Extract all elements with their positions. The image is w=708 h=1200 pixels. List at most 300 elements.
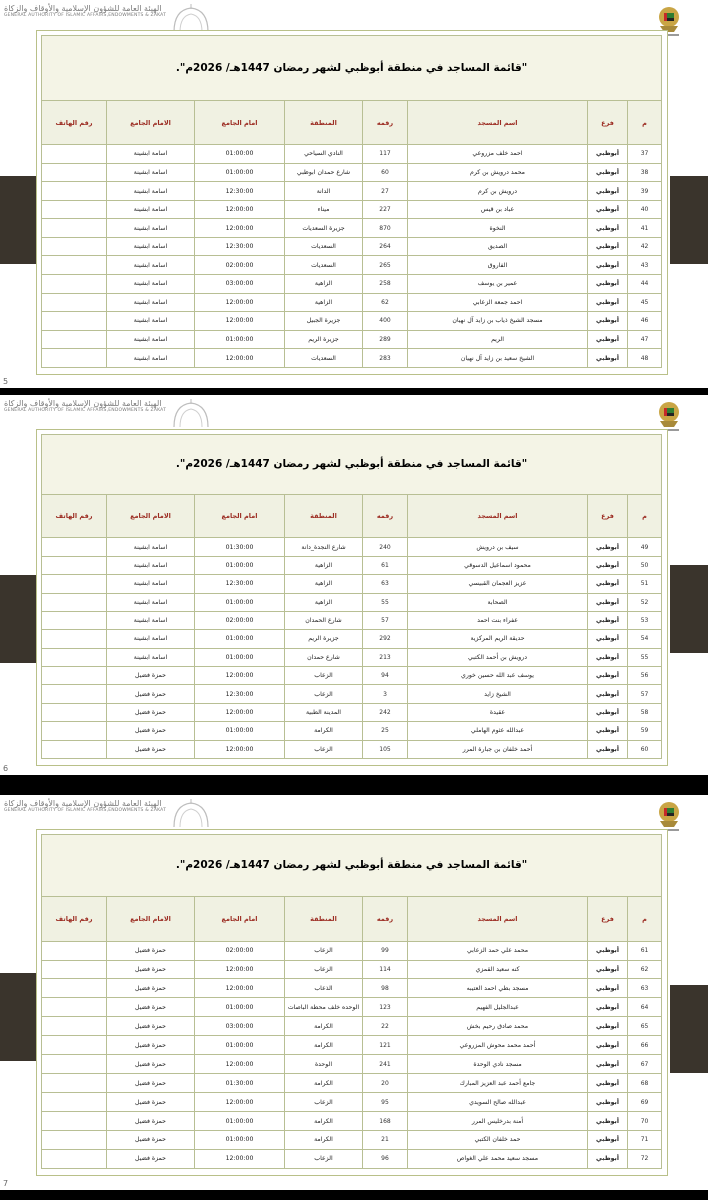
cell-mosque-name: عبدالجليل الفهيم (408, 998, 588, 1017)
table-row (42, 1074, 662, 1093)
cell-imam: اسامة ابشينة (107, 182, 195, 201)
cell-phone (42, 1074, 107, 1093)
cell-branch: أبوظبي (588, 330, 628, 349)
cell-phone (42, 1036, 107, 1055)
cell-mosque-name: عزيز العجمان القبيسي (408, 575, 588, 593)
cell-phone (42, 667, 107, 685)
table-frame (36, 30, 668, 375)
cell-imam: حمزة فضيل (107, 1149, 195, 1168)
cell-index: 48 (628, 349, 662, 368)
cell-mosque-name: أحمد محمد محوش المزروعي (408, 1036, 588, 1055)
cell-area: جزيرة السعديات (285, 219, 363, 238)
col-header-branch: فرع (588, 494, 628, 538)
cell-time: 02:00:00 (195, 256, 285, 275)
cell-time: 01:00:00 (195, 1130, 285, 1149)
cell-branch: أبوظبي (588, 538, 628, 556)
cell-number: 61 (363, 556, 408, 574)
cell-area: جزيرة الريم (285, 330, 363, 349)
cell-number: 121 (363, 1036, 408, 1055)
cell-time: 12:00:00 (195, 703, 285, 721)
cell-branch: أبوظبي (588, 349, 628, 368)
cell-branch: أبوظبي (588, 685, 628, 703)
cell-index: 43 (628, 256, 662, 275)
cell-area: الكرامة (285, 1112, 363, 1131)
cell-mosque-name: مسجد سعيد محمد علي الغواص (408, 1149, 588, 1168)
cell-phone (42, 593, 107, 611)
cell-imam: اسامة ابشينة (107, 648, 195, 666)
table-row (42, 648, 662, 666)
cell-imam: اسامة ابشينة (107, 219, 195, 238)
cell-index: 58 (628, 703, 662, 721)
cell-index: 61 (628, 941, 662, 960)
cell-time: 12:00:00 (195, 740, 285, 758)
cell-imam: حمزة فضيل (107, 1055, 195, 1074)
mosque-dome-logo (166, 799, 216, 829)
cell-branch: أبوظبي (588, 1017, 628, 1036)
table-title: "قائمة المساجد في منطقة أبوظبي لشهر رمضان 1447هـ/ 2026م". (42, 435, 662, 495)
col-header-index: م (628, 101, 662, 145)
cell-phone (42, 275, 107, 294)
cell-phone (42, 293, 107, 312)
table-row (42, 219, 662, 238)
cell-index: 66 (628, 1036, 662, 1055)
cell-area: الزعاب (285, 685, 363, 703)
document-page (0, 795, 708, 1190)
cell-number: 94 (363, 667, 408, 685)
cell-index: 67 (628, 1055, 662, 1074)
table-frame (36, 429, 668, 766)
col-header-time: امام الجامع (195, 101, 285, 145)
cell-imam: حمزة فضيل (107, 722, 195, 740)
cell-branch: أبوظبي (588, 145, 628, 164)
cell-imam: حمزة فضيل (107, 1017, 195, 1036)
cell-time: 02:00:00 (195, 941, 285, 960)
cell-time: 01:00:00 (195, 145, 285, 164)
cell-mosque-name: عفراء بنت احمد (408, 611, 588, 629)
cell-index: 46 (628, 312, 662, 331)
cell-area: الدانة (285, 182, 363, 201)
cell-branch: أبوظبي (588, 219, 628, 238)
cell-mosque-name: كنه سعيد القمزي (408, 960, 588, 979)
cell-time: 01:00:00 (195, 648, 285, 666)
cell-imam: حمزة فضيل (107, 1112, 195, 1131)
cell-area: الكرامة (285, 1074, 363, 1093)
cell-imam: اسامة ابشينة (107, 200, 195, 219)
cell-imam: حمزة فضيل (107, 998, 195, 1017)
cell-number: 105 (363, 740, 408, 758)
table-row (42, 349, 662, 368)
cell-index: 53 (628, 611, 662, 629)
cell-phone (42, 960, 107, 979)
cell-time: 01:00:00 (195, 1112, 285, 1131)
page-number: 5 (3, 377, 9, 386)
cell-imam: اسامة ابشينة (107, 593, 195, 611)
cell-mosque-name: احمد خلف مزروعي (408, 145, 588, 164)
cell-imam: اسامة ابشينة (107, 256, 195, 275)
cell-mosque-name: أمنة بدرخليس المرر (408, 1112, 588, 1131)
cell-area: الذعاب (285, 979, 363, 998)
table-row (42, 1112, 662, 1131)
table-row (42, 630, 662, 648)
cell-imam: حمزة فضيل (107, 685, 195, 703)
cell-phone (42, 1112, 107, 1131)
col-header-branch: فرع (588, 101, 628, 145)
cell-branch: أبوظبي (588, 630, 628, 648)
cell-number: 289 (363, 330, 408, 349)
cell-time: 01:00:00 (195, 1036, 285, 1055)
col-header-imam: الامام الجامع (107, 896, 195, 941)
cell-imam: اسامة ابشينة (107, 145, 195, 164)
cell-area: شارع الحمدان (285, 611, 363, 629)
cell-branch: أبوظبي (588, 740, 628, 758)
cell-mosque-name: الشيخ سعيد بن زايد آل نهيان (408, 349, 588, 368)
cell-mosque-name: محمد درويش بن كرم (408, 163, 588, 182)
cell-imam: اسامة ابشينة (107, 293, 195, 312)
col-header-mosque: اسم المسجد (408, 101, 588, 145)
cell-mosque-name: درويش بن أحمد الكتبي (408, 648, 588, 666)
cell-area: المدينة الطبية (285, 703, 363, 721)
cell-index: 72 (628, 1149, 662, 1168)
cell-imam: حمزة فضيل (107, 1093, 195, 1112)
cell-phone (42, 145, 107, 164)
cell-index: 69 (628, 1093, 662, 1112)
document-page (0, 0, 708, 388)
cell-imam: اسامة ابشينة (107, 330, 195, 349)
cell-imam: حمزة فضيل (107, 1036, 195, 1055)
cell-branch: أبوظبي (588, 575, 628, 593)
cell-area: الكرامة (285, 1017, 363, 1036)
cell-mosque-name: مسجد نادي الوحدة (408, 1055, 588, 1074)
cell-phone (42, 979, 107, 998)
cell-index: 64 (628, 998, 662, 1017)
cell-area: الزاهية (285, 593, 363, 611)
cell-time: 12:00:00 (195, 1093, 285, 1112)
cell-area: الزعاب (285, 740, 363, 758)
table-row (42, 667, 662, 685)
cell-imam: حمزة فضيل (107, 703, 195, 721)
cell-number: 55 (363, 593, 408, 611)
cell-phone (42, 1055, 107, 1074)
page-edge-tab (670, 565, 708, 653)
table-row (42, 293, 662, 312)
col-header-mosque: اسم المسجد (408, 494, 588, 538)
table-row (42, 256, 662, 275)
cell-imam: اسامة ابشينة (107, 630, 195, 648)
table-row (42, 163, 662, 182)
cell-number: 123 (363, 998, 408, 1017)
page-edge-tab (0, 973, 38, 1061)
cell-mosque-name: الفاروق (408, 256, 588, 275)
col-header-phone: رقم الهاتف (42, 101, 107, 145)
cell-number: 241 (363, 1055, 408, 1074)
cell-time: 12:00:00 (195, 312, 285, 331)
cell-branch: أبوظبي (588, 200, 628, 219)
cell-index: 42 (628, 237, 662, 256)
cell-number: 400 (363, 312, 408, 331)
cell-mosque-name: عبدالله عثوم الهاملي (408, 722, 588, 740)
cell-number: 57 (363, 611, 408, 629)
col-header-number: رقمه (363, 896, 408, 941)
page-edge-tab (0, 176, 38, 264)
table-row (42, 685, 662, 703)
cell-phone (42, 237, 107, 256)
page-header (0, 399, 708, 425)
col-header-phone: رقم الهاتف (42, 896, 107, 941)
cell-area: الزاهية (285, 293, 363, 312)
table-row (42, 1149, 662, 1168)
col-header-time: امام الجامع (195, 896, 285, 941)
cell-mosque-name: جامع أحمد عبد العزيز المبارك (408, 1074, 588, 1093)
cell-number: 25 (363, 722, 408, 740)
cell-number: 213 (363, 648, 408, 666)
table-row (42, 998, 662, 1017)
cell-time: 03:00:00 (195, 275, 285, 294)
cell-number: 265 (363, 256, 408, 275)
cell-branch: أبوظبي (588, 648, 628, 666)
cell-phone (42, 648, 107, 666)
cell-area: شارع النجدة_دانة (285, 538, 363, 556)
mosque-table (41, 434, 662, 759)
cell-time: 03:00:00 (195, 1017, 285, 1036)
cell-imam: حمزة فضيل (107, 979, 195, 998)
table-row (42, 979, 662, 998)
uae-emblem-icon (654, 399, 684, 433)
cell-mosque-name: سيف بن درويش (408, 538, 588, 556)
cell-index: 60 (628, 740, 662, 758)
mosque-table (41, 35, 662, 368)
table-row (42, 941, 662, 960)
cell-phone (42, 556, 107, 574)
col-header-number: رقمه (363, 494, 408, 538)
page-header (0, 4, 708, 30)
cell-imam: اسامة ابشينة (107, 575, 195, 593)
col-header-number: رقمه (363, 101, 408, 145)
cell-mosque-name: حمد خلفان الكتبي (408, 1130, 588, 1149)
cell-imam: اسامة ابشينة (107, 163, 195, 182)
cell-mosque-name: الشيخ زايد (408, 685, 588, 703)
cell-area: الكرامة (285, 722, 363, 740)
cell-mosque-name: محمود اسماعيل الدسوقي (408, 556, 588, 574)
cell-index: 52 (628, 593, 662, 611)
cell-area: الزاهية (285, 575, 363, 593)
table-row (42, 556, 662, 574)
table-row (42, 182, 662, 201)
table-row (42, 1055, 662, 1074)
cell-mosque-name: محمد صادق رحيم بخش (408, 1017, 588, 1036)
cell-time: 12:00:00 (195, 979, 285, 998)
cell-index: 49 (628, 538, 662, 556)
uae-emblem-icon (654, 799, 684, 833)
cell-mosque-name: النخوة (408, 219, 588, 238)
cell-phone (42, 611, 107, 629)
cell-index: 41 (628, 219, 662, 238)
cell-phone (42, 685, 107, 703)
authority-name (4, 4, 167, 18)
cell-phone (42, 703, 107, 721)
cell-phone (42, 998, 107, 1017)
cell-number: 242 (363, 703, 408, 721)
cell-branch: أبوظبي (588, 1112, 628, 1131)
page-edge-tab (670, 985, 708, 1073)
cell-index: 68 (628, 1074, 662, 1093)
cell-mosque-name: مسجد الشيخ ذياب بن زايد آل نهيان (408, 312, 588, 331)
table-row (42, 740, 662, 758)
cell-imam: اسامة ابشينة (107, 312, 195, 331)
cell-phone (42, 1130, 107, 1149)
cell-phone (42, 182, 107, 201)
cell-time: 12:30:00 (195, 575, 285, 593)
authority-name-ar: الهيئة العامة للشؤون الإسلامية والأوقاف والزكاة (4, 799, 162, 808)
cell-number: 62 (363, 293, 408, 312)
cell-time: 12:30:00 (195, 182, 285, 201)
cell-time: 01:00:00 (195, 630, 285, 648)
cell-imam: اسامة ابشينة (107, 611, 195, 629)
cell-time: 12:00:00 (195, 1149, 285, 1168)
cell-mosque-name: احمد جمعة الزعابي (408, 293, 588, 312)
col-header-time: امام الجامع (195, 494, 285, 538)
cell-phone (42, 538, 107, 556)
cell-area: الزعاب (285, 667, 363, 685)
cell-phone (42, 941, 107, 960)
cell-number: 21 (363, 1130, 408, 1149)
cell-number: 258 (363, 275, 408, 294)
table-row (42, 593, 662, 611)
cell-index: 63 (628, 979, 662, 998)
cell-number: 96 (363, 1149, 408, 1168)
cell-number: 168 (363, 1112, 408, 1131)
cell-area: السعديات (285, 349, 363, 368)
mosque-dome-logo (166, 399, 216, 429)
table-row (42, 237, 662, 256)
cell-branch: أبوظبي (588, 611, 628, 629)
cell-area: الزعاب (285, 1093, 363, 1112)
cell-branch: أبوظبي (588, 979, 628, 998)
cell-time: 12:00:00 (195, 219, 285, 238)
cell-branch: أبوظبي (588, 1130, 628, 1149)
authority-name-ar: الهيئة العامة للشؤون الإسلامية والأوقاف والزكاة (4, 399, 162, 408)
cell-time: 12:00:00 (195, 667, 285, 685)
cell-area: شارع حمدان (285, 648, 363, 666)
cell-imam: اسامة ابشينة (107, 237, 195, 256)
cell-imam: حمزة فضيل (107, 740, 195, 758)
cell-mosque-name: الريم (408, 330, 588, 349)
cell-number: 240 (363, 538, 408, 556)
cell-phone (42, 349, 107, 368)
cell-phone (42, 1149, 107, 1168)
cell-branch: أبوظبي (588, 293, 628, 312)
cell-area: الوحده خلف محطة الباصات (285, 998, 363, 1017)
cell-branch: أبوظبي (588, 960, 628, 979)
col-header-index: م (628, 494, 662, 538)
cell-mosque-name: عمير بن يوسف (408, 275, 588, 294)
col-header-imam: الامام الجامع (107, 494, 195, 538)
authority-name-ar: الهيئة العامة للشؤون الإسلامية والأوقاف والزكاة (4, 4, 162, 13)
cell-branch: أبوظبي (588, 593, 628, 611)
authority-name-en: GENERAL AUTHORITY OF ISLAMIC AFFAIRS,ENDOWMENTS & ZAKAT (4, 808, 167, 813)
cell-branch: أبوظبي (588, 722, 628, 740)
cell-mosque-name: عباد بن قيس (408, 200, 588, 219)
cell-branch: أبوظبي (588, 182, 628, 201)
cell-number: 117 (363, 145, 408, 164)
cell-number: 99 (363, 941, 408, 960)
cell-phone (42, 1093, 107, 1112)
cell-time: 01:00:00 (195, 163, 285, 182)
cell-branch: أبوظبي (588, 667, 628, 685)
cell-number: 3 (363, 685, 408, 703)
table-row (42, 1036, 662, 1055)
col-header-imam: الامام الجامع (107, 101, 195, 145)
cell-phone (42, 312, 107, 331)
cell-time: 01:00:00 (195, 593, 285, 611)
cell-area: الوحدة (285, 1055, 363, 1074)
cell-phone (42, 1017, 107, 1036)
authority-name (4, 399, 167, 413)
cell-index: 45 (628, 293, 662, 312)
cell-number: 63 (363, 575, 408, 593)
cell-time: 12:00:00 (195, 349, 285, 368)
cell-number: 95 (363, 1093, 408, 1112)
mosque-table (41, 834, 662, 1169)
cell-mosque-name: محمد علي حمد الزعابي (408, 941, 588, 960)
cell-time: 12:00:00 (195, 1055, 285, 1074)
cell-mosque-name: الصحابة (408, 593, 588, 611)
cell-imam: اسامة ابشينة (107, 538, 195, 556)
cell-branch: أبوظبي (588, 998, 628, 1017)
cell-imam: حمزة فضيل (107, 960, 195, 979)
cell-index: 37 (628, 145, 662, 164)
cell-mosque-name: حديقة الريم المركزية (408, 630, 588, 648)
cell-area: الزعاب (285, 1149, 363, 1168)
cell-branch: أبوظبي (588, 1074, 628, 1093)
cell-time: 01:00:00 (195, 722, 285, 740)
cell-phone (42, 200, 107, 219)
cell-index: 57 (628, 685, 662, 703)
page-edge-tab (0, 575, 38, 663)
table-row (42, 145, 662, 164)
cell-index: 50 (628, 556, 662, 574)
cell-index: 70 (628, 1112, 662, 1131)
cell-phone (42, 330, 107, 349)
cell-branch: أبوظبي (588, 256, 628, 275)
cell-phone (42, 575, 107, 593)
cell-number: 27 (363, 182, 408, 201)
cell-imam: حمزة فضيل (107, 941, 195, 960)
table-row (42, 575, 662, 593)
cell-phone (42, 722, 107, 740)
cell-imam: اسامة ابشينة (107, 275, 195, 294)
cell-area: جزيرة الريم (285, 630, 363, 648)
cell-time: 12:00:00 (195, 200, 285, 219)
table-row (42, 1093, 662, 1112)
cell-area: ميناء (285, 200, 363, 219)
cell-index: 44 (628, 275, 662, 294)
cell-branch: أبوظبي (588, 275, 628, 294)
cell-phone (42, 163, 107, 182)
page-number: 6 (3, 764, 9, 773)
col-header-area: المنطقة (285, 101, 363, 145)
authority-name-en: GENERAL AUTHORITY OF ISLAMIC AFFAIRS,ENDOWMENTS & ZAKAT (4, 408, 167, 413)
cell-area: شارع حمدان ابوظبي (285, 163, 363, 182)
cell-imam: حمزة فضيل (107, 1074, 195, 1093)
cell-index: 56 (628, 667, 662, 685)
cell-index: 71 (628, 1130, 662, 1149)
page-edge-tab (670, 176, 708, 264)
cell-area: السعديات (285, 237, 363, 256)
cell-imam: حمزة فضيل (107, 667, 195, 685)
cell-branch: أبوظبي (588, 1036, 628, 1055)
cell-area: الزعاب (285, 960, 363, 979)
cell-mosque-name: عبدالله صالح السويدي (408, 1093, 588, 1112)
